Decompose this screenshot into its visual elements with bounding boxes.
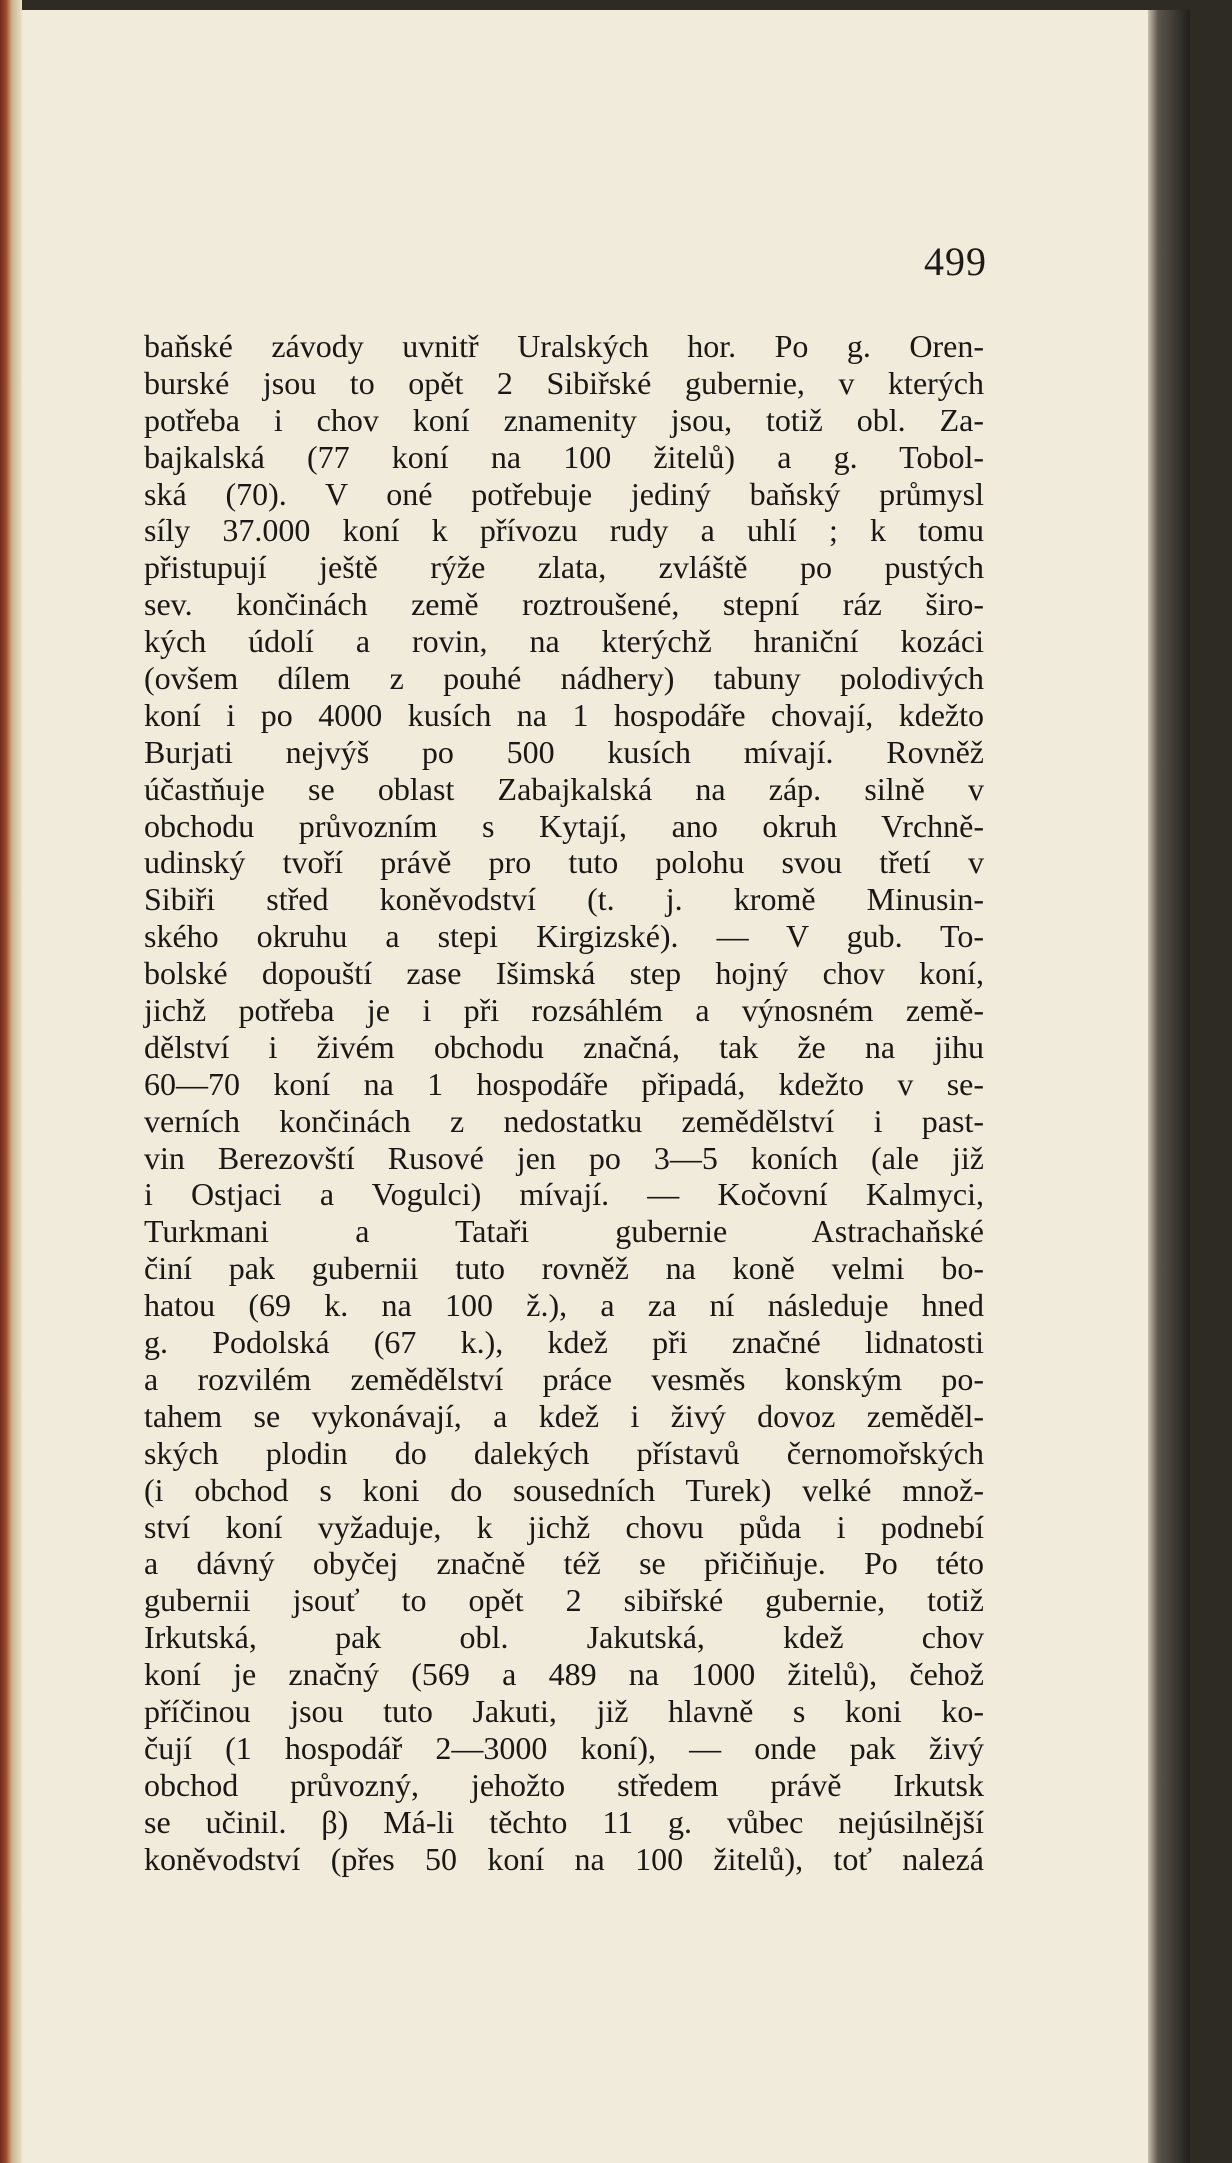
text-line: dělství i živém obchodu značná, tak že na jihu	[144, 1028, 984, 1065]
text-line: i Ostjaci a Vogulci) mívají. — Kočovní Kalmyci,	[144, 1176, 984, 1213]
text-line: ských plodin do dalekých přístavů černomořských	[144, 1434, 984, 1471]
text-line: potřeba i chov koní znamenity jsou, totiž obl. Za-	[144, 401, 984, 438]
text-line: příčinou jsou tuto Jakuti, již hlavně s koni ko-	[144, 1692, 984, 1729]
text-line: síly 37.000 koní k přívozu rudy a uhlí ; k tomu	[144, 512, 984, 549]
text-line: sev. končinách země roztroušené, stepní ráz širo-	[144, 586, 984, 623]
text-line: verních končinách z nedostatku zemědělství i past-	[144, 1102, 984, 1139]
text-line: se učinil. β) Má-li těchto 11 g. vůbec nejúsilnější	[144, 1803, 984, 1840]
text-line: ská (70). V oné potřebuje jediný baňský průmysl	[144, 475, 984, 512]
page-shadow-edge	[1148, 10, 1190, 2163]
text-line: udinský tvoří právě pro tuto polohu svou třetí v	[144, 844, 984, 881]
page-number: 499	[924, 239, 987, 284]
text-line: koní i po 4000 kusích na 1 hospodáře chovají, kdežto	[144, 696, 984, 733]
text-line: obchod průvozný, jehožto středem právě Irkutsk	[144, 1766, 984, 1803]
text-line: přistupují ještě rýže zlata, zvláště po pustých	[144, 549, 984, 586]
text-line: kých údolí a rovin, na kterýchž hraniční kozáci	[144, 623, 984, 660]
text-line: bolské dopouští zase Išimská step hojný chov koní,	[144, 955, 984, 992]
text-line: baňské závody uvnitř Uralských hor. Po g. Oren-	[144, 328, 984, 364]
text-line: (i obchod s koni do sousedních Turek) velké množ-	[144, 1471, 984, 1508]
text-line: hatou (69 k. na 100 ž.), a za ní následuje hned	[144, 1287, 984, 1324]
text-line: koní je značný (569 a 489 na 1000 žitelů), čehož	[144, 1656, 984, 1693]
body-text	[144, 328, 984, 1877]
text-line: Sibiři střed koněvodství (t. j. kromě Minusin-	[144, 881, 984, 918]
text-line: činí pak gubernii tuto rovněž na koně velmi bo-	[144, 1250, 984, 1287]
text-line: vin Berezovští Rusové jen po 3—5 koních (ale již	[144, 1139, 984, 1176]
text-line: a rozvilém zemědělství práce vesměs konským po-	[144, 1360, 984, 1397]
book-page	[22, 10, 1190, 2163]
text-line: burské jsou to opět 2 Sibiřské gubernie, v kterých	[144, 364, 984, 401]
text-line: Burjati nejvýš po 500 kusích mívají. Rovněž	[144, 733, 984, 770]
text-line: g. Podolská (67 k.), kdež při značné lidnatosti	[144, 1324, 984, 1361]
text-line: ského okruhu a stepi Kirgizské). — V gub. To-	[144, 918, 984, 955]
text-line: gubernii jsouť to opět 2 sibiřské gubernie, totiž	[144, 1582, 984, 1619]
text-line: bajkalská (77 koní na 100 žitelů) a g. Tobol-	[144, 438, 984, 475]
text-line: koněvodství (přes 50 koní na 100 žitelů), toť nalezá	[144, 1840, 984, 1877]
text-line: 60—70 koní na 1 hospodáře připadá, kdežto v se-	[144, 1065, 984, 1102]
text-line: (ovšem dílem z pouhé nádhery) tabuny polodivých	[144, 660, 984, 697]
text-line: tahem se vykonávají, a kdež i živý dovoz zeměděl-	[144, 1397, 984, 1434]
text-line: účastňuje se oblast Zabajkalská na záp. silně v	[144, 770, 984, 807]
text-line: Turkmani a Tataři gubernie Astrachaňské	[144, 1213, 984, 1250]
text-line: jichž potřeba je i při rozsáhlém a výnosném země-	[144, 992, 984, 1029]
text-line: obchodu průvozním s Kytají, ano okruh Vrchně-	[144, 807, 984, 844]
book-binding-edge	[0, 0, 22, 2163]
text-line: ství koní vyžaduje, k jichž chovu půda i podnebí	[144, 1508, 984, 1545]
text-line: a dávný obyčej značně též se přičiňuje. Po této	[144, 1545, 984, 1582]
text-line: čují (1 hospodář 2—3000 koní), — onde pak živý	[144, 1729, 984, 1766]
text-line: Irkutská, pak obl. Jakutská, kdež chov	[144, 1619, 984, 1656]
